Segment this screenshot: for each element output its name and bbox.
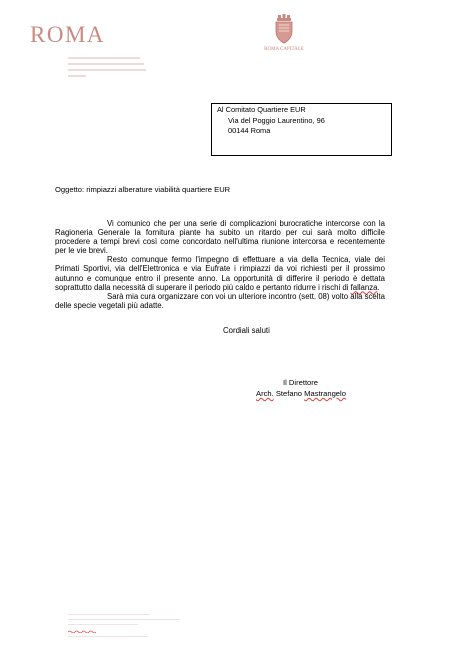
footer-spellcheck-wave-icon <box>68 630 96 633</box>
emblem-caption: ROMA CAPITALE <box>264 47 304 52</box>
footer-faint-line <box>68 614 150 615</box>
paragraph-2-end: . <box>377 282 380 292</box>
signature-first-name: Stefano <box>273 389 305 398</box>
recipient-line-1: Al Comitato Quartiere EUR <box>217 105 306 114</box>
paragraph-1: Vi comunico che per una serie di complicazioni burocratiche intercorse con la Ragioneria Generale la fornitura piante ha subito un ritardo per cui sarà molto difficile procedere a tempi brevi così come concordato nell'ultima riunione intercorsa e recentemente per le vie brevi. <box>55 219 385 256</box>
signature-name <box>256 389 346 398</box>
header-faint-line <box>68 57 140 59</box>
signature-surname: Mastrangelo <box>304 389 346 398</box>
roma-logo: ROMA <box>30 22 106 47</box>
recipient-line-2: Via del Poggio Laurentino, 96 <box>228 115 325 125</box>
roma-capitale-emblem-icon <box>273 14 295 44</box>
spellcheck-marked-word: fallanza <box>350 282 378 292</box>
header-faint-line <box>68 63 144 65</box>
footer-faint-line <box>68 624 138 625</box>
recipient-line-3: 00144 Roma <box>228 126 271 135</box>
signature-title: Il Direttore <box>283 378 319 387</box>
footer-faint-line <box>68 636 148 637</box>
signature-prefix: Arch. <box>256 389 274 398</box>
closing-greeting: Cordiali saluti <box>223 326 270 335</box>
paragraph-2 <box>55 255 385 291</box>
header-faint-line <box>68 75 86 77</box>
paragraph-2-text: Resto comunque fermo l'impegno di effettuare a via della Tecnica, viale dei Primati Sportivi, via dell'Elettronica e via Eufrate i rimpiazzi da voi richiesti per il prossimo autunno e comunque entro il presente anno. La opportunità di differire il periodo è dettata soprattutto dalla necessità di superare il periodo più caldo e pertanto ridurre i rischi di <box>55 255 385 292</box>
header-faint-line <box>68 69 146 71</box>
footer-faint-line <box>68 619 180 620</box>
paragraph-3: Sarà mia cura organizzare con voi un ulteriore incontro (sett. 08) volto alla scelta delle specie vegetali più adatte. <box>55 291 385 310</box>
letter-body <box>55 219 385 310</box>
letter-subject: Oggetto: rimpiazzi alberature viabilità quartiere EUR <box>55 185 231 194</box>
recipient-address-box <box>211 103 392 156</box>
